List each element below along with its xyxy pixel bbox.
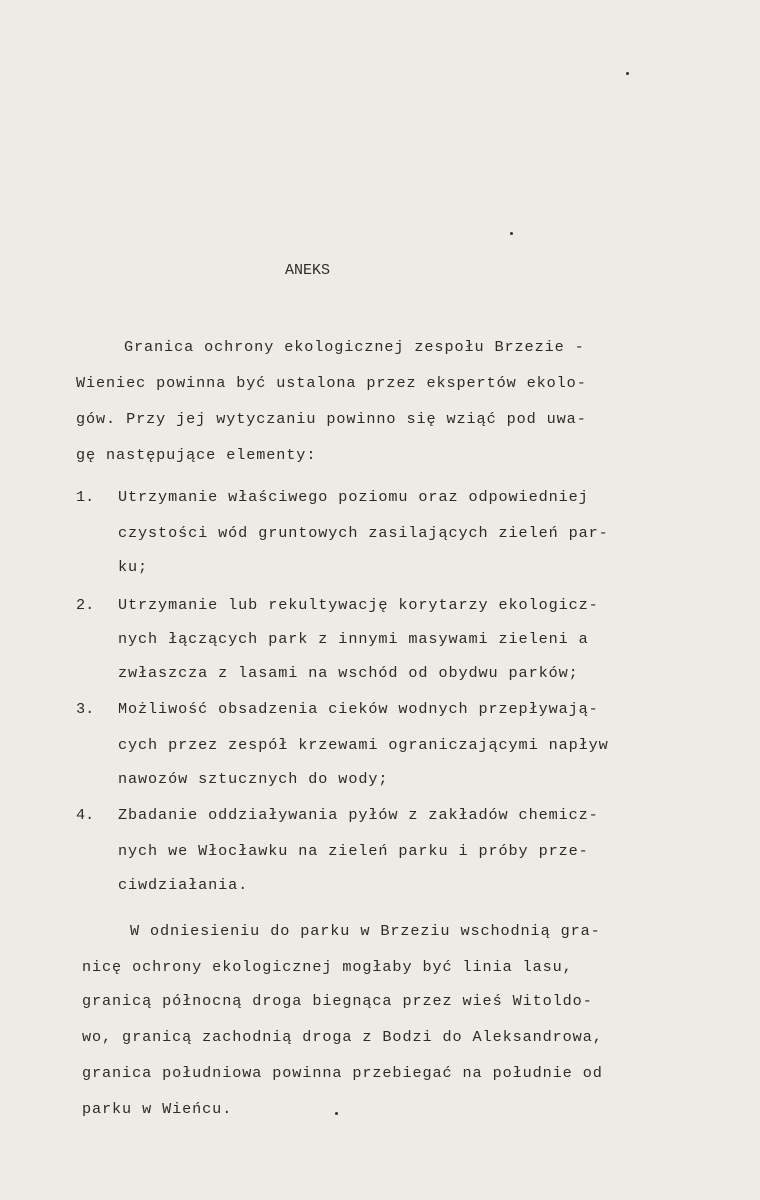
list-item-number: 4. <box>76 806 95 824</box>
closing-line: granicą północną droga biegnąca przez wieś Witoldo- <box>82 992 593 1010</box>
intro-line: gów. Przy jej wytyczaniu powinno się wziąć pod uwa- <box>76 410 587 428</box>
closing-line: nicę ochrony ekologicznej mogłaby być linia lasu, <box>82 958 573 976</box>
intro-line: Wieniec powinna być ustalona przez ekspertów ekolo- <box>76 374 587 392</box>
document-title: ANEKS <box>285 262 331 279</box>
list-item-line: nych we Włocławku na zieleń parku i próby prze- <box>118 842 589 860</box>
closing-line: wo, granicą zachodnią droga z Bodzi do Aleksandrowa, <box>82 1028 603 1046</box>
paper-speck <box>626 72 629 75</box>
paper-speck <box>335 1112 338 1115</box>
list-item-line: ku; <box>118 558 149 576</box>
list-item-line: Zbadanie oddziaływania pyłów z zakładów chemicz- <box>118 806 599 824</box>
intro-line: Granica ochrony ekologicznej zespołu Brzezie - <box>124 338 585 356</box>
list-item-line: Możliwość obsadzenia cieków wodnych przepływają- <box>118 700 599 718</box>
closing-line: parku w Wieńcu. <box>82 1100 233 1118</box>
list-item-line: nawozów sztucznych do wody; <box>118 770 389 788</box>
list-item-number: 3. <box>76 700 95 718</box>
closing-line: W odniesieniu do parku w Brzeziu wschodnią gra- <box>130 922 601 940</box>
list-item-line: Utrzymanie lub rekultywację korytarzy ekologicz- <box>118 596 599 614</box>
paper-speck <box>510 232 513 235</box>
closing-line: granica południowa powinna przebiegać na południe od <box>82 1064 603 1082</box>
list-item-line: zwłaszcza z lasami na wschód od obydwu parków; <box>118 664 579 682</box>
list-item-number: 2. <box>76 596 95 614</box>
list-item-line: Utrzymanie właściwego poziomu oraz odpowiedniej <box>118 488 589 506</box>
list-item-line: czystości wód gruntowych zasilających zieleń par- <box>118 524 609 542</box>
list-item-line: cych przez zespół krzewami ograniczającymi napływ <box>118 736 609 754</box>
list-item-line: nych łączących park z innymi masywami zieleni a <box>118 630 589 648</box>
list-item-line: ciwdziałania. <box>118 876 249 894</box>
intro-line: gę następujące elementy: <box>76 446 317 464</box>
list-item-number: 1. <box>76 488 95 506</box>
